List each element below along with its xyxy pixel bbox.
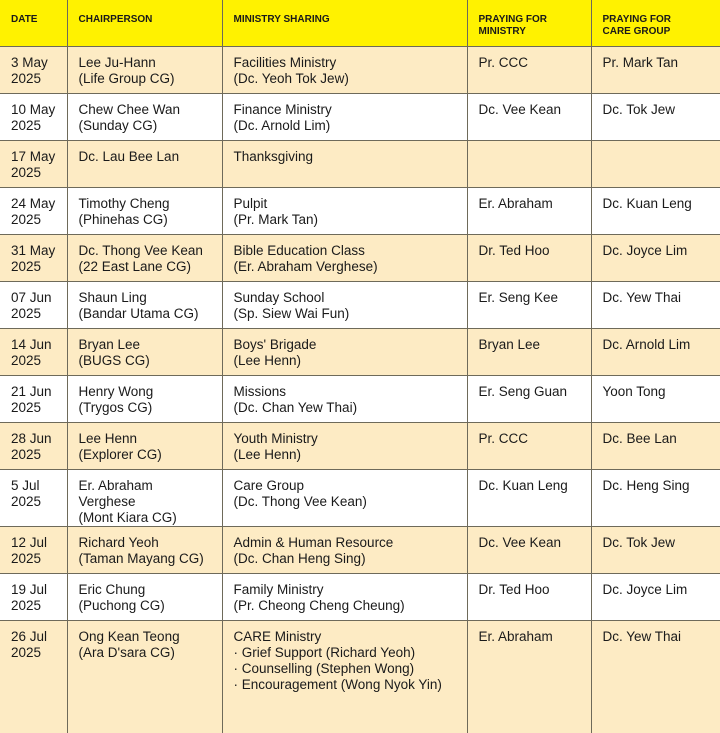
cell-date: 31 May 2025	[0, 234, 67, 281]
table-row	[0, 526, 720, 573]
table-row	[0, 46, 720, 93]
cell-date: 19 Jul 2025	[0, 573, 67, 620]
cell-date: 12 Jul 2025	[0, 526, 67, 573]
header-ministry-sharing: MINISTRY SHARING	[222, 0, 467, 46]
header-row	[0, 0, 720, 46]
cell-date: 3 May 2025	[0, 46, 67, 93]
cell-chairperson: Lee Ju-Hann (Life Group CG)	[67, 46, 222, 93]
cell-ministry-sharing: Care Group (Dc. Thong Vee Kean)	[222, 469, 467, 526]
cell-praying-care-group: Dc. Arnold Lim	[591, 328, 720, 375]
table-row	[0, 620, 720, 733]
cell-chairperson: Er. Abraham Verghese (Mont Kiara CG)	[67, 469, 222, 526]
cell-praying-ministry: Er. Abraham	[467, 620, 591, 733]
cell-ministry-sharing: Pulpit (Pr. Mark Tan)	[222, 187, 467, 234]
cell-ministry-sharing: Sunday School (Sp. Siew Wai Fun)	[222, 281, 467, 328]
table-row	[0, 469, 720, 526]
header-praying-ministry: PRAYING FOR MINISTRY	[467, 0, 591, 46]
cell-chairperson: Chew Chee Wan (Sunday CG)	[67, 93, 222, 140]
cell-praying-ministry: Er. Seng Guan	[467, 375, 591, 422]
table-row	[0, 234, 720, 281]
cell-praying-ministry: Pr. CCC	[467, 46, 591, 93]
cell-praying-care-group: Yoon Tong	[591, 375, 720, 422]
table-row	[0, 328, 720, 375]
cell-praying-care-group: Dc. Joyce Lim	[591, 573, 720, 620]
cell-praying-ministry: Er. Seng Kee	[467, 281, 591, 328]
cell-praying-ministry: Er. Abraham	[467, 187, 591, 234]
cell-date: 28 Jun 2025	[0, 422, 67, 469]
cell-praying-care-group: Pr. Mark Tan	[591, 46, 720, 93]
cell-praying-care-group: Dc. Kuan Leng	[591, 187, 720, 234]
cell-date: 14 Jun 2025	[0, 328, 67, 375]
cell-chairperson: Bryan Lee (BUGS CG)	[67, 328, 222, 375]
cell-ministry-sharing: Boys' Brigade (Lee Henn)	[222, 328, 467, 375]
cell-praying-ministry: Dc. Kuan Leng	[467, 469, 591, 526]
cell-praying-ministry: Dc. Vee Kean	[467, 93, 591, 140]
cell-praying-ministry: Bryan Lee	[467, 328, 591, 375]
header-chairperson: CHAIRPERSON	[67, 0, 222, 46]
cell-chairperson: Dc. Thong Vee Kean (22 East Lane CG)	[67, 234, 222, 281]
cell-ministry-sharing: Family Ministry (Pr. Cheong Cheng Cheung)	[222, 573, 467, 620]
cell-praying-care-group: Dc. Tok Jew	[591, 93, 720, 140]
cell-date: 17 May 2025	[0, 140, 67, 187]
cell-ministry-sharing: Finance Ministry (Dc. Arnold Lim)	[222, 93, 467, 140]
cell-date: 5 Jul 2025	[0, 469, 67, 526]
cell-date: 26 Jul 2025	[0, 620, 67, 733]
cell-date: 07 Jun 2025	[0, 281, 67, 328]
table-body	[0, 46, 720, 733]
table-row	[0, 187, 720, 234]
cell-praying-ministry: Pr. CCC	[467, 422, 591, 469]
cell-date: 10 May 2025	[0, 93, 67, 140]
cell-praying-ministry	[467, 140, 591, 187]
cell-praying-care-group: Dc. Yew Thai	[591, 620, 720, 733]
cell-ministry-sharing: CARE Ministry · Grief Support (Richard Yeoh) · Counselling (Stephen Wong) · Encouragement (Wong Nyok Yin)	[222, 620, 467, 733]
cell-praying-care-group: Dc. Bee Lan	[591, 422, 720, 469]
cell-ministry-sharing: Facilities Ministry (Dc. Yeoh Tok Jew)	[222, 46, 467, 93]
cell-praying-ministry: Dc. Vee Kean	[467, 526, 591, 573]
cell-chairperson: Richard Yeoh (Taman Mayang CG)	[67, 526, 222, 573]
table-row	[0, 375, 720, 422]
cell-date: 24 May 2025	[0, 187, 67, 234]
cell-ministry-sharing: Admin & Human Resource (Dc. Chan Heng Sing)	[222, 526, 467, 573]
cell-chairperson: Shaun Ling (Bandar Utama CG)	[67, 281, 222, 328]
cell-praying-care-group: Dc. Heng Sing	[591, 469, 720, 526]
cell-praying-ministry: Dr. Ted Hoo	[467, 234, 591, 281]
cell-praying-ministry: Dr. Ted Hoo	[467, 573, 591, 620]
cell-date: 21 Jun 2025	[0, 375, 67, 422]
cell-praying-care-group: Dc. Joyce Lim	[591, 234, 720, 281]
table-row	[0, 422, 720, 469]
cell-ministry-sharing: Thanksgiving	[222, 140, 467, 187]
cell-ministry-sharing: Bible Education Class (Er. Abraham Verghese)	[222, 234, 467, 281]
cell-praying-care-group: Dc. Tok Jew	[591, 526, 720, 573]
table-row	[0, 93, 720, 140]
cell-chairperson: Lee Henn (Explorer CG)	[67, 422, 222, 469]
table-row	[0, 140, 720, 187]
cell-chairperson: Eric Chung (Puchong CG)	[67, 573, 222, 620]
cell-chairperson: Henry Wong (Trygos CG)	[67, 375, 222, 422]
cell-chairperson: Dc. Lau Bee Lan	[67, 140, 222, 187]
cell-chairperson: Ong Kean Teong (Ara D'sara CG)	[67, 620, 222, 733]
cell-ministry-sharing: Missions (Dc. Chan Yew Thai)	[222, 375, 467, 422]
table-row	[0, 573, 720, 620]
cell-praying-care-group	[591, 140, 720, 187]
header-date: DATE	[11, 14, 38, 25]
cell-praying-care-group: Dc. Yew Thai	[591, 281, 720, 328]
table-row	[0, 281, 720, 328]
cell-ministry-sharing: Youth Ministry (Lee Henn)	[222, 422, 467, 469]
header-praying-care-group: PRAYING FOR CARE GROUP	[591, 0, 720, 46]
cell-chairperson: Timothy Cheng (Phinehas CG)	[67, 187, 222, 234]
table-header	[0, 0, 720, 46]
